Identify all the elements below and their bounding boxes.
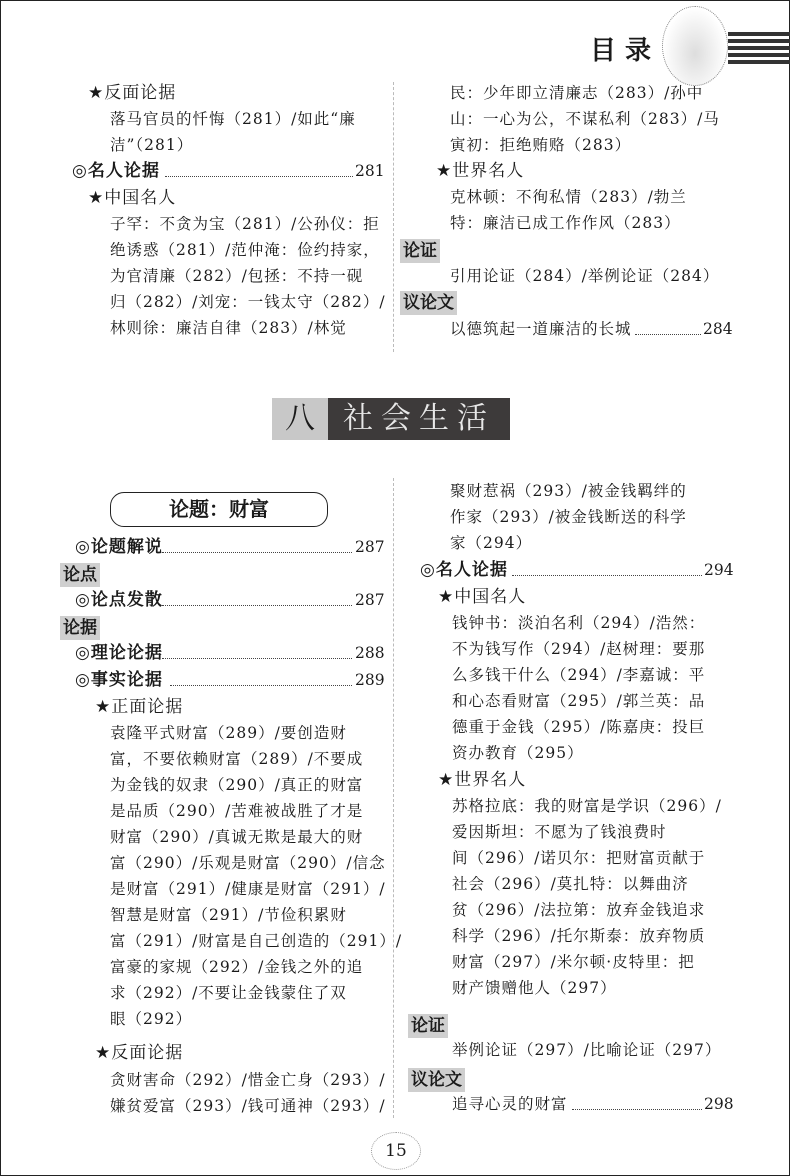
- toc-line: 德重于金钱（295）/陈嘉庚：投巨: [452, 718, 706, 736]
- toc-line: 富（291）/财富是自己创造的（291）/: [110, 932, 403, 950]
- toc-line: 社会（296）/莫扎特：以舞曲济: [452, 875, 689, 893]
- toc-line: 和心态看财富（295）/郭兰英：品: [452, 692, 706, 710]
- toc-line: 钱钟书：淡泊名利（294）/浩然：: [452, 614, 706, 632]
- leader-dots: [165, 176, 353, 177]
- column-divider: [393, 82, 394, 352]
- toc-line: 富（290）/乐观是财富（290）/信念: [110, 854, 386, 872]
- toc-line: 为官清廉（282）/包拯：不持一砚: [110, 267, 364, 285]
- section-number: 八: [272, 398, 328, 440]
- toc-line: 洁”（281）: [110, 136, 194, 154]
- toc-entry[interactable]: 追寻心灵的财富: [452, 1095, 568, 1113]
- toc-line: 求（292）/不要让金钱蒙住了双: [110, 984, 347, 1002]
- toc-line: 克林顿：不徇私情（283）/勃兰: [450, 188, 687, 206]
- page-ref: 288: [355, 644, 385, 662]
- toc-line: 归（282）/刘宠：一钱太守（282）/: [110, 293, 386, 311]
- toc-line: 家（294）: [450, 534, 533, 552]
- toc-heading: ★反面论据: [95, 1043, 184, 1063]
- page-ref: 284: [703, 320, 733, 338]
- toc-entry[interactable]: ◎名人论据: [72, 161, 160, 181]
- leader-dots: [635, 334, 701, 335]
- toc-line: 富豪的家规（292）/金钱之外的追: [110, 958, 364, 976]
- toc-line: 贪财害命（292）/惜金亡身（293）/: [110, 1071, 386, 1089]
- topic-box: 论题：财富: [110, 492, 328, 527]
- toc-line: 是财富（291）/健康是财富（291）/: [110, 880, 386, 898]
- toc-heading: ★反面论据: [88, 83, 177, 103]
- page-number: 15: [371, 1132, 421, 1170]
- toc-line: 资办教育（295）: [452, 744, 584, 762]
- toc-line: 落马官员的忏悔（281）/如此“廉: [110, 110, 356, 128]
- toc-line: 是品质（290）/苦难被战胜了才是: [110, 802, 364, 820]
- toc-line: 为金钱的奴隶（290）/真正的财富: [110, 776, 364, 794]
- toc-line: 财富（290）/真诚无欺是最大的财: [110, 828, 364, 846]
- category-tag: 论证: [400, 239, 440, 263]
- toc-line: 贫（296）/法拉第：放弃金钱追求: [452, 901, 706, 919]
- leader-dots: [162, 658, 352, 659]
- toc-line: 子罕：不贪为宝（281）/公孙仪：拒: [110, 215, 380, 233]
- toc-line: 寅初：拒绝贿赂（283）: [450, 136, 632, 154]
- toc-line: 苏格拉底：我的财富是学识（296）/: [452, 797, 722, 815]
- category-tag: 论证: [408, 1014, 448, 1038]
- leader-dots: [572, 1109, 702, 1110]
- toc-line: 眼（292）: [110, 1010, 193, 1028]
- toc-line: 嫌贫爱富（293）/钱可通神（293）/: [110, 1097, 386, 1115]
- page-title: 目 录: [590, 36, 652, 66]
- toc-line: 么多钱干什么（294）/李嘉诚：平: [452, 666, 706, 684]
- toc-line: 特：廉洁已成工作作风（283）: [450, 214, 681, 232]
- toc-line: 不为钱写作（294）/赵树理：要那: [452, 640, 706, 658]
- toc-line: 富，不要依赖财富（289）/不要成: [110, 750, 364, 768]
- toc-line: 爱因斯坦：不愿为了钱浪费时: [452, 823, 667, 841]
- toc-line: 聚财惹祸（293）/被金钱羁绊的: [450, 482, 687, 500]
- page-ref: 294: [704, 561, 734, 579]
- page-ref: 298: [704, 1095, 734, 1113]
- toc-entry[interactable]: 以德筑起一道廉洁的长城: [450, 320, 632, 338]
- column-divider: [393, 478, 394, 1118]
- leader-dots: [162, 605, 352, 606]
- page-ref: 281: [355, 162, 385, 180]
- toc-line: 举例论证（297）/比喻论证（297）: [452, 1041, 722, 1059]
- toc-line: 林则徐：廉洁自律（283）/林觉: [110, 319, 347, 337]
- leader-dots: [512, 575, 702, 576]
- section-title: 社会生活: [328, 398, 510, 440]
- page-ref: 287: [355, 538, 385, 556]
- page-ref: 287: [355, 591, 385, 609]
- toc-line: 民：少年即立清廉志（283）/孙中: [450, 84, 704, 102]
- toc-line: 财产馈赠他人（297）: [452, 979, 617, 997]
- toc-entry[interactable]: ◎名人论据: [420, 560, 508, 580]
- leader-dots: [170, 685, 352, 686]
- toc-line: 袁隆平式财富（289）/要创造财: [110, 724, 347, 742]
- toc-line: 智慧是财富（291）/节俭积累财: [110, 906, 347, 924]
- toc-line: 科学（296）/托尔斯泰：放弃物质: [452, 927, 706, 945]
- windmill-emblem-icon: [662, 6, 728, 86]
- toc-line: 财富（297）/米尔顿·皮特里：把: [452, 953, 695, 971]
- toc-entry[interactable]: ◎理论论据: [75, 643, 163, 663]
- toc-heading: ★中国名人: [88, 188, 177, 208]
- section-banner: [272, 398, 510, 440]
- page-ref: 289: [355, 671, 385, 689]
- toc-heading: ★世界名人: [438, 770, 527, 790]
- toc-line: 作家（293）/被金钱断送的科学: [450, 508, 687, 526]
- header-stripes: [728, 32, 790, 67]
- toc-heading: ★世界名人: [436, 161, 525, 181]
- toc-entry[interactable]: ◎事实论据: [75, 670, 163, 690]
- category-tag: 议论文: [400, 291, 457, 315]
- toc-line: 间（296）/诺贝尔：把财富贡献于: [452, 849, 706, 867]
- toc-heading: ★正面论据: [95, 697, 184, 717]
- category-tag: 议论文: [408, 1068, 465, 1092]
- category-tag: 论点: [60, 563, 100, 587]
- toc-entry[interactable]: ◎论题解说: [75, 537, 163, 557]
- toc-entry[interactable]: ◎论点发散: [75, 590, 163, 610]
- toc-line: 山：一心为公，不谋私利（283）/马: [450, 110, 720, 128]
- toc-line: 引用论证（284）/举例论证（284）: [450, 267, 720, 285]
- toc-line: 绝诱惑（281）/范仲淹：俭约持家，: [110, 241, 380, 259]
- leader-dots: [162, 552, 352, 553]
- toc-heading: ★中国名人: [438, 587, 527, 607]
- category-tag: 论据: [60, 616, 100, 640]
